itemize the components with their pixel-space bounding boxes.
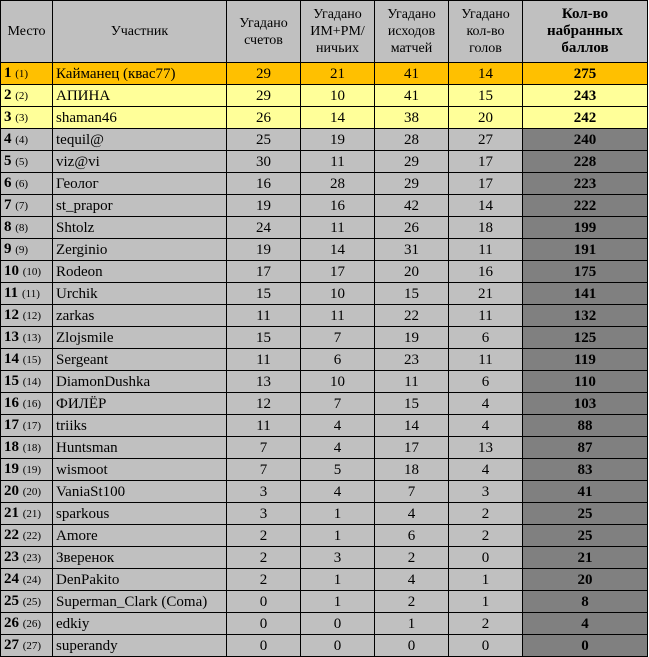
cell-im-rm-draws: 1 — [301, 569, 375, 591]
cell-goals: 17 — [449, 151, 523, 173]
place-number: 13 — [4, 329, 19, 345]
cell-points: 4 — [523, 613, 648, 635]
previous-place: (17) — [22, 420, 42, 432]
cell-goals: 11 — [449, 305, 523, 327]
header-exact-scores: Угадано счетов — [227, 1, 301, 63]
cell-participant: VaniaSt100 — [53, 481, 227, 503]
previous-place: (26) — [22, 618, 42, 630]
place-number: 8 — [4, 219, 12, 235]
cell-im-rm-draws: 10 — [301, 371, 375, 393]
place-number: 2 — [4, 87, 12, 103]
cell-place — [1, 173, 53, 195]
cell-im-rm-draws: 0 — [301, 613, 375, 635]
cell-exact-scores: 19 — [227, 195, 301, 217]
cell-points: 103 — [523, 393, 648, 415]
previous-place: (14) — [22, 376, 42, 388]
table-body — [1, 63, 648, 657]
table-row — [1, 107, 648, 129]
cell-exact-scores: 29 — [227, 85, 301, 107]
cell-points: 25 — [523, 525, 648, 547]
cell-goals: 3 — [449, 481, 523, 503]
cell-points: 20 — [523, 569, 648, 591]
cell-im-rm-draws: 10 — [301, 283, 375, 305]
cell-participant: Зверенок — [53, 547, 227, 569]
cell-outcomes: 0 — [375, 635, 449, 657]
table-row — [1, 349, 648, 371]
cell-goals: 4 — [449, 415, 523, 437]
cell-participant: shaman46 — [53, 107, 227, 129]
cell-goals: 0 — [449, 635, 523, 657]
cell-outcomes: 42 — [375, 195, 449, 217]
cell-goals: 2 — [449, 613, 523, 635]
cell-points: 175 — [523, 261, 648, 283]
cell-points: 83 — [523, 459, 648, 481]
cell-participant: wismoot — [53, 459, 227, 481]
cell-exact-scores: 0 — [227, 591, 301, 613]
cell-participant: ФИЛЁР — [53, 393, 227, 415]
cell-im-rm-draws: 1 — [301, 525, 375, 547]
cell-im-rm-draws: 11 — [301, 151, 375, 173]
cell-participant: Zerginio — [53, 239, 227, 261]
table-row — [1, 415, 648, 437]
cell-exact-scores: 3 — [227, 481, 301, 503]
cell-points: 240 — [523, 129, 648, 151]
cell-goals: 11 — [449, 349, 523, 371]
cell-place — [1, 129, 53, 151]
cell-exact-scores: 12 — [227, 393, 301, 415]
table-row — [1, 129, 648, 151]
cell-place — [1, 459, 53, 481]
cell-im-rm-draws: 7 — [301, 327, 375, 349]
cell-goals: 2 — [449, 503, 523, 525]
cell-goals: 27 — [449, 129, 523, 151]
place-number: 1 — [4, 65, 12, 81]
cell-outcomes: 17 — [375, 437, 449, 459]
cell-exact-scores: 15 — [227, 327, 301, 349]
cell-goals: 2 — [449, 525, 523, 547]
cell-exact-scores: 16 — [227, 173, 301, 195]
cell-im-rm-draws: 19 — [301, 129, 375, 151]
cell-place — [1, 85, 53, 107]
cell-im-rm-draws: 28 — [301, 173, 375, 195]
cell-place — [1, 217, 53, 239]
cell-participant: edkiy — [53, 613, 227, 635]
cell-goals: 1 — [449, 569, 523, 591]
cell-participant: triiks — [53, 415, 227, 437]
previous-place: (11) — [21, 288, 40, 300]
place-number: 24 — [4, 571, 19, 587]
cell-goals: 11 — [449, 239, 523, 261]
cell-goals: 16 — [449, 261, 523, 283]
cell-place — [1, 283, 53, 305]
previous-place: (15) — [22, 354, 42, 366]
cell-outcomes: 29 — [375, 151, 449, 173]
previous-place: (16) — [22, 398, 42, 410]
cell-place — [1, 305, 53, 327]
cell-points: 41 — [523, 481, 648, 503]
cell-outcomes: 6 — [375, 525, 449, 547]
place-number: 23 — [4, 549, 19, 565]
cell-place — [1, 569, 53, 591]
cell-outcomes: 4 — [375, 503, 449, 525]
cell-outcomes: 2 — [375, 547, 449, 569]
cell-outcomes: 2 — [375, 591, 449, 613]
table-row — [1, 63, 648, 85]
cell-outcomes: 7 — [375, 481, 449, 503]
cell-place — [1, 635, 53, 657]
cell-place — [1, 393, 53, 415]
cell-participant: viz@vi — [53, 151, 227, 173]
previous-place: (5) — [15, 156, 29, 168]
cell-outcomes: 29 — [375, 173, 449, 195]
cell-participant: Геолог — [53, 173, 227, 195]
cell-points: 191 — [523, 239, 648, 261]
cell-goals: 21 — [449, 283, 523, 305]
cell-points: 223 — [523, 173, 648, 195]
table-row — [1, 591, 648, 613]
cell-exact-scores: 30 — [227, 151, 301, 173]
cell-points: 25 — [523, 503, 648, 525]
cell-points: 88 — [523, 415, 648, 437]
cell-participant: Superman_Clark (Coma) — [53, 591, 227, 613]
cell-place — [1, 591, 53, 613]
previous-place: (8) — [15, 222, 29, 234]
previous-place: (7) — [15, 200, 29, 212]
place-number: 5 — [4, 153, 12, 169]
cell-goals: 17 — [449, 173, 523, 195]
table-row — [1, 261, 648, 283]
cell-outcomes: 19 — [375, 327, 449, 349]
cell-goals: 13 — [449, 437, 523, 459]
cell-outcomes: 38 — [375, 107, 449, 129]
cell-place — [1, 63, 53, 85]
cell-points: 242 — [523, 107, 648, 129]
cell-place — [1, 261, 53, 283]
cell-exact-scores: 7 — [227, 437, 301, 459]
table-row — [1, 393, 648, 415]
cell-goals: 0 — [449, 547, 523, 569]
cell-participant: DiamonDushka — [53, 371, 227, 393]
header-participant: Участник — [53, 1, 227, 63]
cell-participant: Huntsman — [53, 437, 227, 459]
cell-outcomes: 31 — [375, 239, 449, 261]
header-goals: Угадано кол-во голов — [449, 1, 523, 63]
cell-exact-scores: 17 — [227, 261, 301, 283]
cell-im-rm-draws: 1 — [301, 591, 375, 613]
cell-goals: 14 — [449, 195, 523, 217]
cell-im-rm-draws: 6 — [301, 349, 375, 371]
place-number: 18 — [4, 439, 19, 455]
cell-im-rm-draws: 11 — [301, 305, 375, 327]
cell-place — [1, 503, 53, 525]
previous-place: (20) — [22, 486, 42, 498]
previous-place: (27) — [22, 640, 42, 652]
table-row — [1, 547, 648, 569]
previous-place: (3) — [15, 112, 29, 124]
place-number: 22 — [4, 527, 19, 543]
cell-im-rm-draws: 14 — [301, 239, 375, 261]
cell-points: 110 — [523, 371, 648, 393]
cell-goals: 1 — [449, 591, 523, 613]
cell-place — [1, 437, 53, 459]
cell-exact-scores: 11 — [227, 349, 301, 371]
cell-goals: 4 — [449, 393, 523, 415]
previous-place: (22) — [22, 530, 42, 542]
cell-participant: Amore — [53, 525, 227, 547]
cell-goals: 6 — [449, 371, 523, 393]
cell-im-rm-draws: 16 — [301, 195, 375, 217]
table-row — [1, 503, 648, 525]
cell-outcomes: 4 — [375, 569, 449, 591]
cell-im-rm-draws: 4 — [301, 481, 375, 503]
cell-place — [1, 547, 53, 569]
header-points: Кол-во набранных баллов — [523, 1, 648, 63]
cell-points: 222 — [523, 195, 648, 217]
cell-im-rm-draws: 21 — [301, 63, 375, 85]
cell-exact-scores: 24 — [227, 217, 301, 239]
cell-points: 228 — [523, 151, 648, 173]
cell-goals: 20 — [449, 107, 523, 129]
cell-goals: 18 — [449, 217, 523, 239]
table-row — [1, 569, 648, 591]
place-number: 17 — [4, 417, 19, 433]
place-number: 4 — [4, 131, 12, 147]
cell-im-rm-draws: 14 — [301, 107, 375, 129]
table-row — [1, 371, 648, 393]
place-number: 9 — [4, 241, 12, 257]
table-row — [1, 239, 648, 261]
previous-place: (25) — [22, 596, 42, 608]
cell-im-rm-draws: 3 — [301, 547, 375, 569]
cell-participant: DenPakito — [53, 569, 227, 591]
place-number: 27 — [4, 637, 19, 653]
table-row — [1, 151, 648, 173]
place-number: 25 — [4, 593, 19, 609]
cell-exact-scores: 3 — [227, 503, 301, 525]
cell-place — [1, 371, 53, 393]
cell-outcomes: 18 — [375, 459, 449, 481]
table-row — [1, 195, 648, 217]
cell-outcomes: 1 — [375, 613, 449, 635]
table-row — [1, 613, 648, 635]
previous-place: (18) — [22, 442, 42, 454]
cell-goals: 15 — [449, 85, 523, 107]
table-row — [1, 305, 648, 327]
cell-participant: superandy — [53, 635, 227, 657]
cell-im-rm-draws: 11 — [301, 217, 375, 239]
cell-points: 8 — [523, 591, 648, 613]
previous-place: (12) — [22, 310, 42, 322]
cell-goals: 6 — [449, 327, 523, 349]
cell-im-rm-draws: 4 — [301, 437, 375, 459]
cell-im-rm-draws: 1 — [301, 503, 375, 525]
cell-points: 21 — [523, 547, 648, 569]
cell-outcomes: 23 — [375, 349, 449, 371]
cell-participant: sparkous — [53, 503, 227, 525]
table-row — [1, 173, 648, 195]
cell-participant: Urchik — [53, 283, 227, 305]
place-number: 12 — [4, 307, 19, 323]
previous-place: (13) — [22, 332, 42, 344]
cell-outcomes: 41 — [375, 63, 449, 85]
header-row — [1, 1, 648, 63]
place-number: 11 — [4, 285, 19, 301]
cell-im-rm-draws: 17 — [301, 261, 375, 283]
cell-place — [1, 151, 53, 173]
table-row — [1, 217, 648, 239]
place-number: 19 — [4, 461, 19, 477]
place-number: 16 — [4, 395, 19, 411]
place-number: 15 — [4, 373, 19, 389]
cell-outcomes: 11 — [375, 371, 449, 393]
cell-points: 199 — [523, 217, 648, 239]
cell-exact-scores: 13 — [227, 371, 301, 393]
place-number: 21 — [4, 505, 19, 521]
cell-im-rm-draws: 10 — [301, 85, 375, 107]
cell-outcomes: 20 — [375, 261, 449, 283]
cell-exact-scores: 0 — [227, 613, 301, 635]
cell-place — [1, 415, 53, 437]
header-outcomes: Угадано исходов матчей — [375, 1, 449, 63]
cell-participant: Rodeon — [53, 261, 227, 283]
cell-participant: zarkas — [53, 305, 227, 327]
cell-outcomes: 15 — [375, 283, 449, 305]
cell-exact-scores: 15 — [227, 283, 301, 305]
table-header — [1, 1, 648, 63]
cell-place — [1, 107, 53, 129]
cell-outcomes: 22 — [375, 305, 449, 327]
previous-place: (9) — [15, 244, 29, 256]
previous-place: (6) — [15, 178, 29, 190]
previous-place: (24) — [22, 574, 42, 586]
cell-participant: Кайманец (квас77) — [53, 63, 227, 85]
cell-outcomes: 28 — [375, 129, 449, 151]
cell-outcomes: 26 — [375, 217, 449, 239]
table-row — [1, 437, 648, 459]
cell-exact-scores: 2 — [227, 569, 301, 591]
previous-place: (2) — [15, 90, 29, 102]
header-im-rm-draws: Угадано ИМ+РМ/ ничьих — [301, 1, 375, 63]
cell-place — [1, 195, 53, 217]
cell-exact-scores: 7 — [227, 459, 301, 481]
cell-participant: st_prapor — [53, 195, 227, 217]
cell-exact-scores: 26 — [227, 107, 301, 129]
cell-points: 141 — [523, 283, 648, 305]
cell-points: 243 — [523, 85, 648, 107]
cell-place — [1, 239, 53, 261]
header-place: Место — [1, 1, 53, 63]
cell-im-rm-draws: 4 — [301, 415, 375, 437]
place-number: 10 — [4, 263, 19, 279]
previous-place: (1) — [15, 68, 29, 80]
cell-points: 119 — [523, 349, 648, 371]
cell-exact-scores: 29 — [227, 63, 301, 85]
previous-place: (23) — [22, 552, 42, 564]
previous-place: (21) — [22, 508, 42, 520]
cell-place — [1, 327, 53, 349]
cell-place — [1, 613, 53, 635]
place-number: 7 — [4, 197, 12, 213]
cell-im-rm-draws: 5 — [301, 459, 375, 481]
table-row — [1, 85, 648, 107]
cell-place — [1, 349, 53, 371]
cell-outcomes: 15 — [375, 393, 449, 415]
cell-goals: 4 — [449, 459, 523, 481]
place-number: 14 — [4, 351, 19, 367]
cell-exact-scores: 11 — [227, 415, 301, 437]
table-row — [1, 459, 648, 481]
table-row — [1, 525, 648, 547]
cell-exact-scores: 19 — [227, 239, 301, 261]
place-number: 3 — [4, 109, 12, 125]
cell-place — [1, 481, 53, 503]
cell-participant: Shtolz — [53, 217, 227, 239]
previous-place: (4) — [15, 134, 29, 146]
table-row — [1, 635, 648, 657]
cell-goals: 14 — [449, 63, 523, 85]
table-row — [1, 327, 648, 349]
place-number: 20 — [4, 483, 19, 499]
cell-participant: tequil@ — [53, 129, 227, 151]
cell-points: 132 — [523, 305, 648, 327]
cell-points: 87 — [523, 437, 648, 459]
cell-outcomes: 14 — [375, 415, 449, 437]
cell-points: 275 — [523, 63, 648, 85]
cell-participant: АПИНА — [53, 85, 227, 107]
cell-exact-scores: 2 — [227, 525, 301, 547]
place-number: 26 — [4, 615, 19, 631]
table-row — [1, 283, 648, 305]
cell-participant: Zlojsmile — [53, 327, 227, 349]
cell-exact-scores: 11 — [227, 305, 301, 327]
cell-points: 125 — [523, 327, 648, 349]
cell-outcomes: 41 — [375, 85, 449, 107]
previous-place: (19) — [22, 464, 42, 476]
cell-exact-scores: 2 — [227, 547, 301, 569]
previous-place: (10) — [22, 266, 42, 278]
cell-im-rm-draws: 7 — [301, 393, 375, 415]
table-row — [1, 481, 648, 503]
cell-im-rm-draws: 0 — [301, 635, 375, 657]
place-number: 6 — [4, 175, 12, 191]
cell-exact-scores: 25 — [227, 129, 301, 151]
cell-participant: Sergeant — [53, 349, 227, 371]
cell-points: 0 — [523, 635, 648, 657]
cell-place — [1, 525, 53, 547]
cell-exact-scores: 0 — [227, 635, 301, 657]
